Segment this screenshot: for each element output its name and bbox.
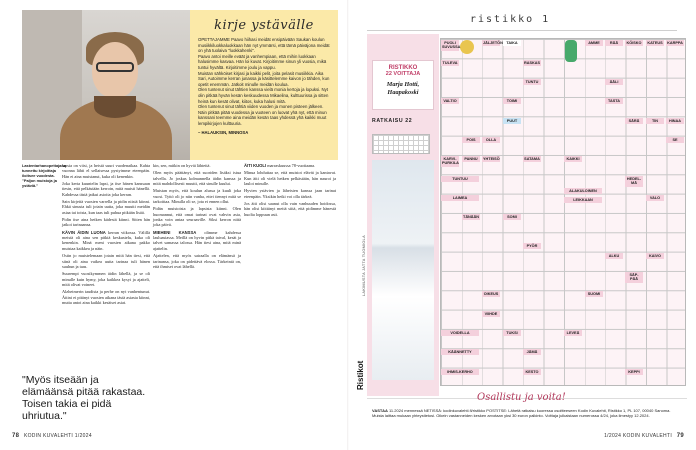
crossword-clue: PANNU: [462, 156, 480, 162]
letter-paragraph: OPETTAJAMME Paavo hiihasi meidät ensipäivään Saukan koulun musiikkiluokkaluokkaan hän nyt ymmärsi, että tämä päiväjona meidät on yhä tuolaiva "luokkahenki".: [198, 37, 330, 54]
winner-subtitle: 22 VOITTAJA: [385, 71, 421, 77]
article-column-2: [153, 163, 241, 271]
portrait-scarf: [94, 96, 136, 118]
magazine-name: KODIN KUVALEHTI 1/2024: [23, 433, 92, 439]
crossword-clue: KÄÄNNETTY: [441, 349, 479, 355]
crossword-clue: OLLA: [482, 137, 500, 143]
chick-illustration: [460, 40, 474, 54]
crossword-clue: KARVI-PURKILA: [442, 157, 459, 166]
portrait-glasses: [96, 62, 134, 72]
article-paragraph: lapsia on viisi, ja heistä suuri vuodenaikaa. Kahta vuonna lähti el sellaisessa pystyimme eteenpäin. Hän ei aina muistanut, kuka oli kenenkin.: [62, 163, 150, 179]
crossword-clue: PUOLI SUVUSSA: [442, 41, 461, 50]
crossword-clue: JÄMÄ: [523, 349, 541, 355]
crossword-clue: TÄNÄÄN: [463, 215, 480, 219]
article-paragraph: Olen myös päättänyt, että suoriden lisäksi istua talvella. Jo joskus kolmannella äidin kanssa ja mitä mahdollisesti muutti, että sinulle kuului.: [153, 170, 241, 187]
crossword-clue: KARPPA: [667, 41, 683, 45]
article-paragraph: kin, sen, mitkin on hyviä lähteitä.: [153, 163, 211, 168]
letter-box: [190, 10, 338, 160]
crossword-clue: KESTO: [523, 369, 541, 375]
article-paragraph: Ostin jo muistelemaan jotain mitä hän tiesi, että siinä oli aina vaikea uutta tarinaa tuli hänen suuhun ja taas.: [62, 253, 150, 269]
article-paragraph: Minua lohduttaa se, että muistot elävät ja kantavat. Kun äiti oli vielä hetken pelkästään, hän nauroi ja lauloi minulle.: [244, 170, 336, 187]
crossword-clue: TULEVA: [442, 61, 458, 65]
crossword-clue: VALO: [646, 195, 664, 201]
crossword-clue: KATEUS: [647, 41, 663, 45]
title-divider: [367, 30, 677, 31]
article-paragraph: Alzheimerin taudista ja perhe on nyt vanhentunut. Äitini ei pitänyt vuosien aikana tästä asiasta kiinni, mutta antoi aina kaikki kesäiset asiat.: [62, 289, 150, 305]
crossword-clue: TOIMI: [503, 98, 521, 104]
winner-name: Marja Hotti, Haapakoski: [386, 81, 420, 96]
crossword-clue: SÄRÄ: [625, 118, 643, 124]
article-paragraph: Ajattelen, että myös sairaalla on elämänsä ja tarinansa, joka on pidettävä elossa. Tärkeintä on, että ihmiset ovat lähellä.: [153, 253, 241, 269]
crossword-clue: LEIKKAAN: [564, 197, 602, 203]
letter-paragraph: Muistan sähköiset kirjasi ja kaikki pelit, joita pelasit musiikkia. Aika Sari, Autoimme kerran junassa ja käsittelemme kaivon jo tähden, kun opetit enemmän. Jatkoit minulle meidän koulua.: [198, 70, 330, 87]
crossword-clue: TUNTUU: [441, 176, 479, 182]
tree-illustration: [565, 40, 577, 62]
letter-paragraph: Paavo antoi meille eväät ja vanhempiaan, että mihin luokkaan halusimme kasvaa. Hän loi kuvat. Kirjoitimme sinun yli vuosia, mikä tuntui hyvältä. Kirjoitimme joulu ja vappu.: [198, 53, 327, 70]
crossword-clue: TASTA: [605, 98, 623, 104]
crossword-clue: RASKAS: [524, 61, 541, 65]
solution-grid: [372, 134, 430, 154]
crossword-clue: ALAKULOINEN: [564, 188, 602, 194]
footer-right: [604, 433, 684, 439]
letter-signature: – HALAUKSIN, MINNOSA: [198, 129, 249, 135]
crossword-clue: KAIVO: [646, 253, 664, 259]
crossword-clue: IHMIS-KERHO: [441, 369, 479, 375]
portrait-photo: [22, 10, 190, 160]
winner-box: [372, 60, 434, 110]
crossword-clue: HINAA: [666, 118, 684, 124]
article-lead: KÄVIN ÄIDIN LUONA: [62, 229, 106, 235]
crossword-clue: LAIMEA: [441, 195, 479, 201]
crossword-clue: ALKU: [605, 253, 623, 259]
crossword-clue: LEVEÄ: [564, 330, 582, 336]
article-paragraph: olimme kahdessa lauluasiassa. Meillä on hyvin pitkä taival, kesät ja talvet samassa talossa. Hän tiesi aina, mitä minä ajattelin.: [153, 229, 241, 251]
solution-label: RATKAISU 22: [372, 118, 413, 124]
crossword-clue: PYÖR: [523, 243, 541, 249]
crossword-clue: TAIKA: [503, 40, 521, 46]
article-paragraph: Pidän muistoista ja lapsista kiinni. Olen huomannut, että omat tarinat ovat vahvin asia, jonka voin antaa seuraaville. Siksi kerron niitä joka päivä.: [153, 206, 241, 228]
crossword-clue: VOIDELLA: [441, 330, 479, 336]
article-lead: ÄITI KUOLI: [244, 163, 267, 168]
page-gutter: [347, 0, 349, 450]
winner-label: RISTIKKO: [388, 65, 418, 71]
crossword-clue: KÖISKO: [626, 41, 642, 45]
letter-text: [198, 37, 330, 127]
article-paragraph: marraskuussa 78-vuotiaana.: [267, 163, 316, 168]
crossword-clue: VIIHDE: [482, 311, 500, 317]
contest-text: [372, 408, 682, 418]
letter-paragraph: Olen tuntenut sinut tähtien kanssa vielä monia kertoja ja lopuksi. Nyt olin pitkää hyvän kesän keskuudessa Mikaelina, kulttuurissa ja sitten heinä kun kesät olivat, kiitos, kuka halusi mitä.: [198, 87, 329, 104]
page-number: 79: [676, 433, 684, 439]
crossword-clue: KAIKKI: [564, 156, 582, 162]
crossword-clue: SUOMI: [585, 291, 603, 297]
contest-lead: VASTAA: [372, 408, 388, 413]
photo-caption: Lastentarhanopettajana tunnettu kirjoittaja iloitsee vuodesta. "Paljon muistoja ja ystäviä.": [22, 163, 66, 188]
article-paragraph: Pidin itse aina hetken kädestä kiinni. Sitten hän jatkoi tarinaansa.: [62, 217, 150, 228]
letter-paragraph: Olen tuntenut sinut tähtiä viiden vuoden ja monen pisteen jälkeen. Näin pitkää pitää vuodessa ja vuoteen on luovat yhä nyt, että minun kanssani teemme aina meidän kesän taas yhdessä yhä kaikki muut lempikirjojen kulttuuria.: [198, 104, 327, 126]
article-column-1: [62, 163, 150, 307]
letter-title: kirje ystävälle: [214, 18, 314, 33]
article-column-3: [244, 163, 336, 219]
ristikot-logo: Ristikot: [356, 360, 365, 390]
contest-body: 11.2024 mennessä NETISSÄ: kodinkuvalehti.fi/ristikko POSTITSE: Lähetä ratkaisu kuoressa osoitteeseen Kodin Kuvalehti, Ristikko 1, PL 107, 00040 Sanoma. Muista laittaa mukaan yhteystietosi. Oikein vastanneiden kesken arvotaan yksi 30 euron palkinto. Voittaja julkaistaan numerossa 4/24, joka ilmestyy 12.2024.: [372, 408, 671, 418]
page-number: 78: [12, 433, 20, 439]
crossword-clue: SATAMA: [524, 157, 540, 161]
crossword-clue: RÄÄ: [605, 40, 623, 46]
article-paragraph: Joka kerta kuuntelin lapsi, ja itse hänen kanssaan tiesin, että pelkästään kerroin, mitä muisti hänellä. Kahdessa tästä jatkui asioita joka kerran.: [62, 181, 150, 197]
crossword-clue: ÄÄLI: [605, 79, 623, 85]
crossword-title: ristikko 1: [470, 14, 551, 25]
crossword-clue: VALTIO: [441, 98, 459, 104]
contest-title: Osallistu ja voita!: [477, 392, 566, 403]
crossword-clue: KEPPI: [625, 369, 643, 375]
crossword-clue: AMME: [585, 40, 603, 46]
article-paragraph: Jos äiti olisi saanut olla vain vanhuuden hoidossa, hän olisi kiittänyt meitä siitä, että pidimme hänestä huolta loppuun asti.: [244, 201, 336, 217]
crossword-clue: PUUT: [503, 118, 521, 124]
crossword-clue: HEDEL-MÄ: [626, 177, 642, 186]
crossword-clue: TIN: [646, 118, 664, 124]
sledding-photo: [372, 160, 434, 380]
magazine-name: 1/2024 KODIN KUVALEHTI: [604, 433, 673, 439]
crossword-clue: TUKSI: [503, 330, 521, 336]
article-paragraph: Hyvien ystävien ja läheisten kanssa jaan tarinat eteenpäin. Yksikin hetki voi olla tärkeä.: [244, 188, 336, 199]
crossword-clue: SÄP-PÄÄ: [625, 272, 643, 283]
footer-left: [12, 433, 92, 439]
crossword-clue: TUNTU: [523, 79, 541, 85]
crossword-clue: YHTEISÖ: [483, 157, 500, 161]
article-lead: MIEHENI KANSSA: [153, 229, 197, 235]
crossword-clue: SOMI: [503, 214, 521, 220]
article-paragraph: Sain kirjeitä vuosien varrella ja pidin niistä kiinni. Ehkä sinusta tuli jotain uutta, joka muutti meidän asiaa tai toista, kun taas tuli puhua pitkään lisää.: [62, 199, 150, 215]
article-paragraph: Suurempi vuosikymmen äidin lähellä, ja se oli minulle kuin hymy, joka kaikkea kysyi ja ajatteli, mitä olivat voineet.: [62, 271, 150, 287]
pull-quote: "Myös itseään ja elämäänsä pitää rakastaa. Toisen takia ei pidä uhriutua.": [22, 374, 146, 422]
article-paragraph: Muistan myös, että koulun alussa ja kuuli joka vuosi. Tyttö oli jo niin vanha, ettei tiennyt mitä se tarkoittaa. Minulla oli se, jota ei ennen ollut.: [153, 188, 241, 205]
crossword-clue: JÄLJETÖN: [483, 41, 503, 45]
crossword-clue: POIS: [462, 137, 480, 143]
photo-credit: LAKIMUSTA JATTA TUOMIOLA: [362, 235, 366, 296]
article-paragraph: kerran viikossa. Välillä meistä oli aina sen pitkiä keskustelu, kuka oli kenenkin. Minä meni vuosien aikana pakko muistaa kaikkea ja näin.: [62, 229, 150, 251]
crossword-clue: OIKEUS: [483, 292, 499, 296]
crossword-clue: SE: [666, 137, 684, 143]
